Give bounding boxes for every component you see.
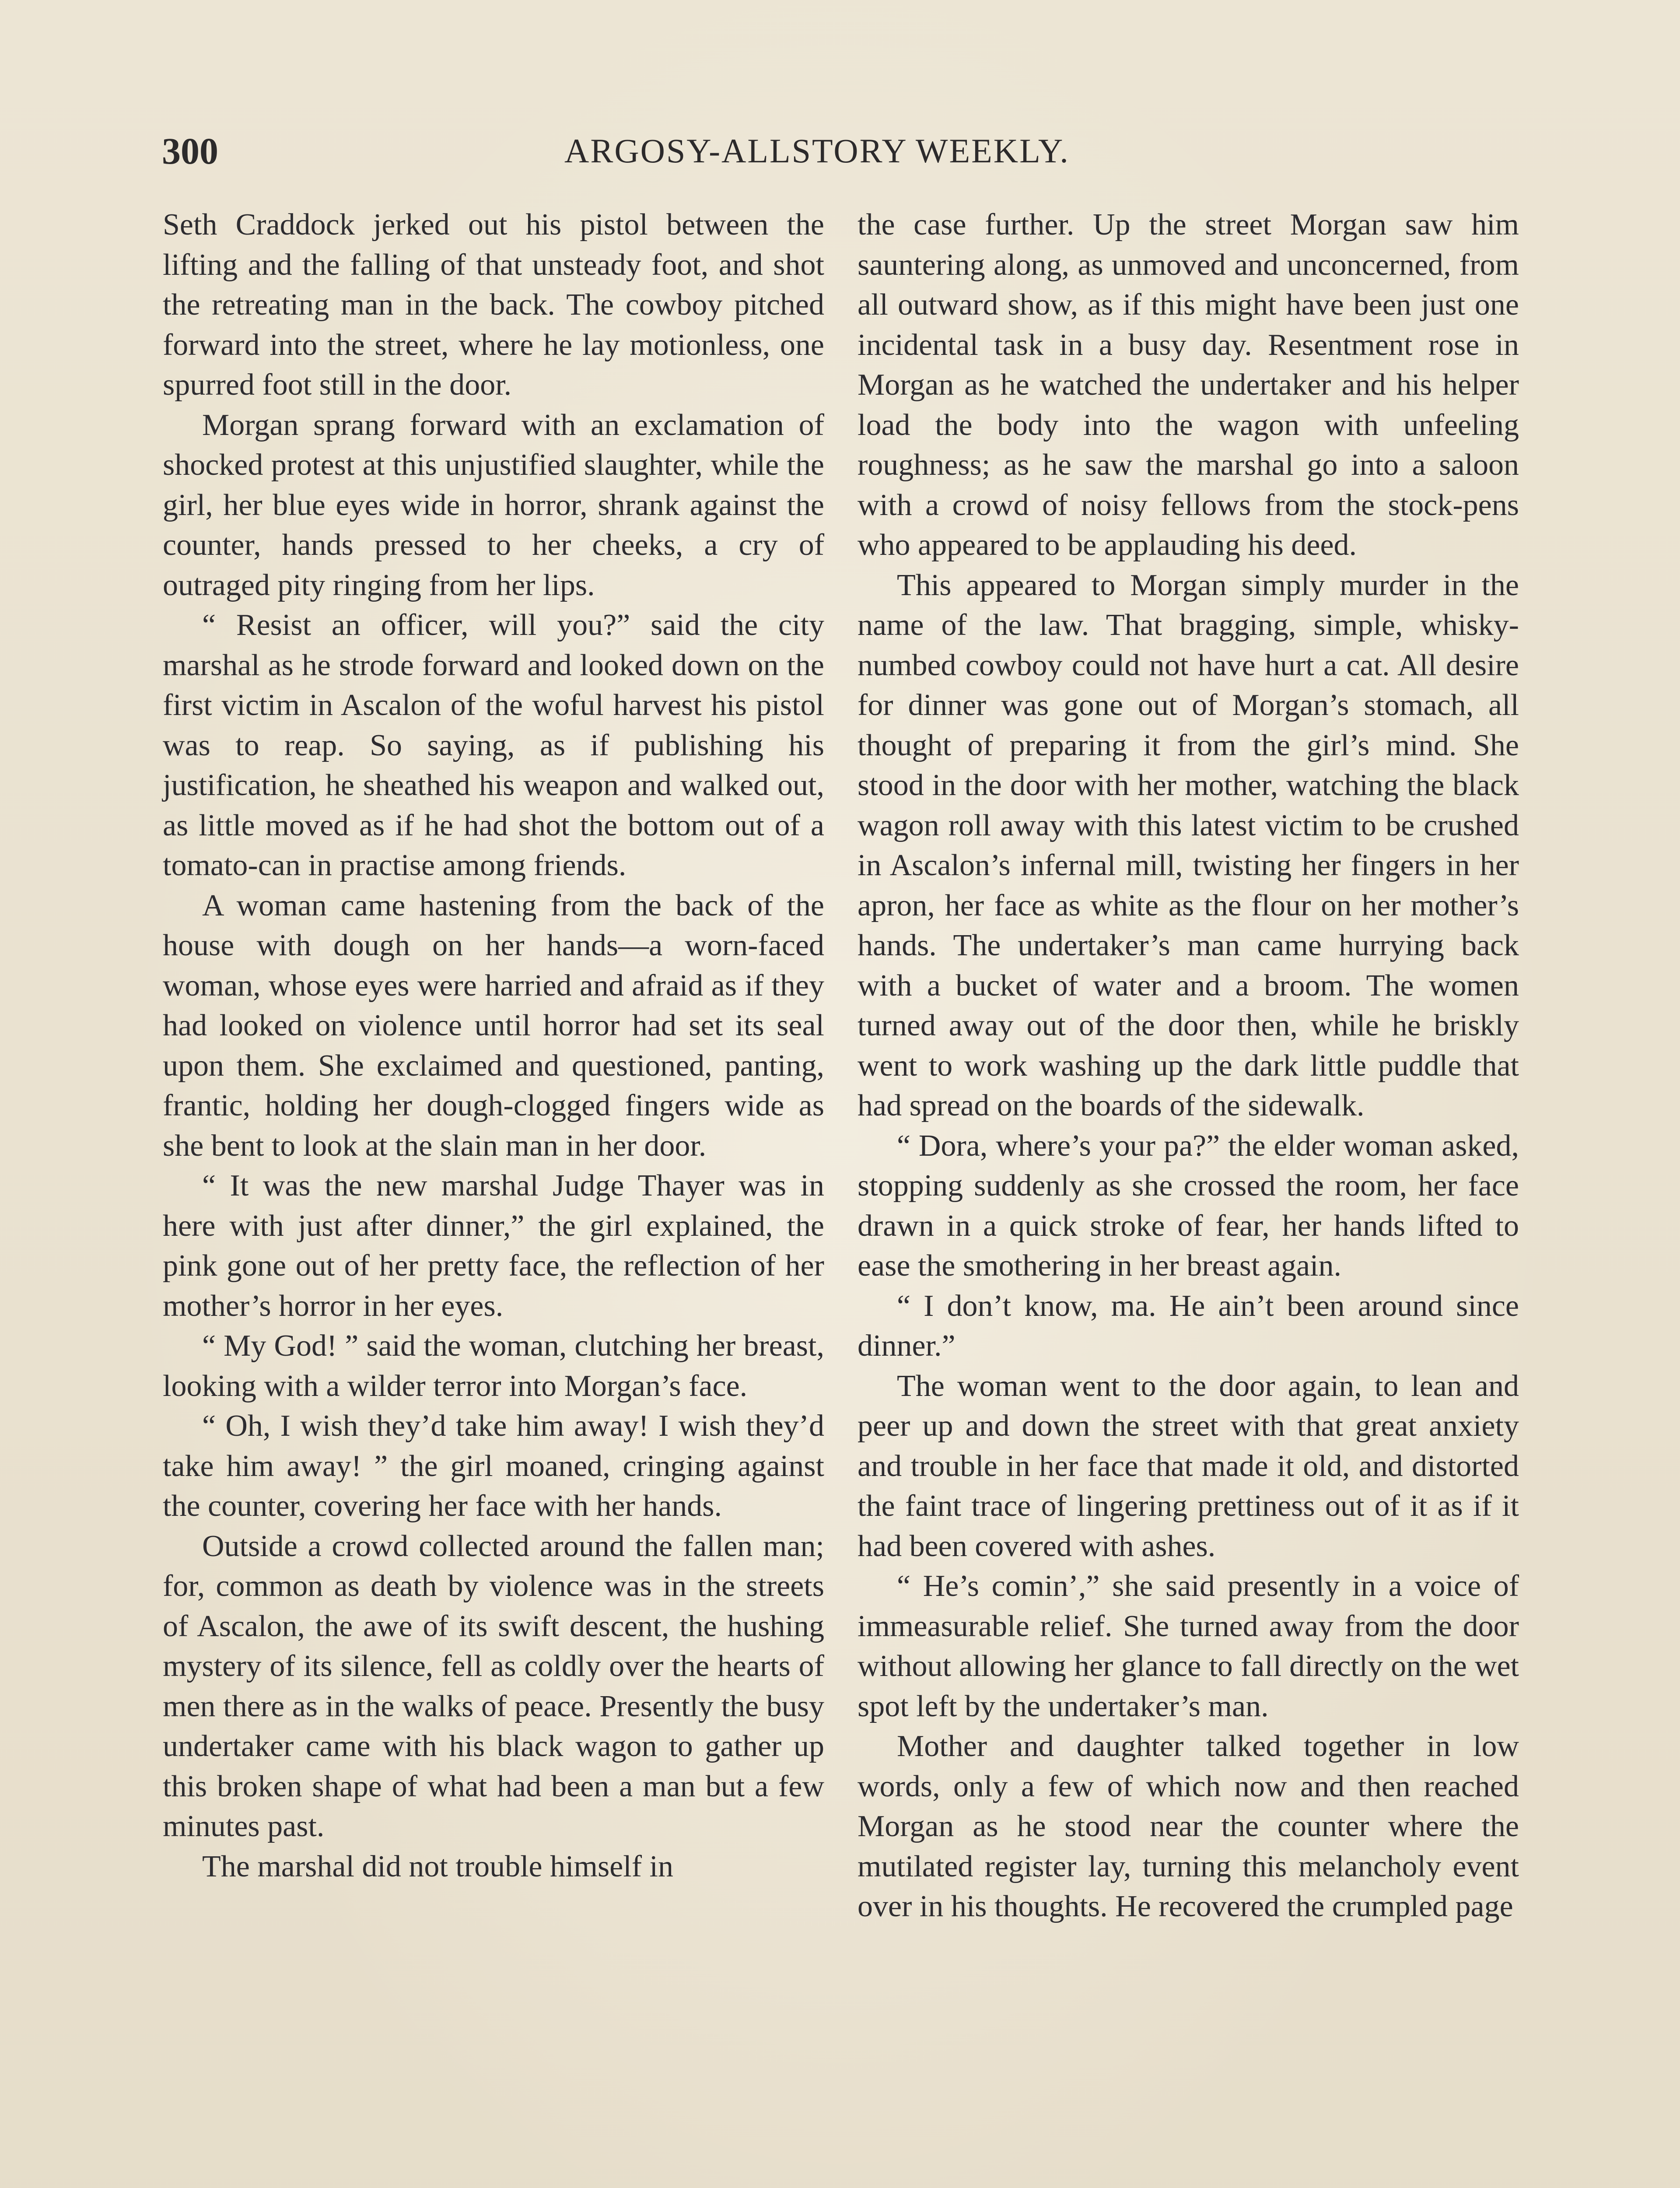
paragraph: The woman went to the door again, to lean and peer up and down the street with that great anxiety and trouble in her face that made it old, and distorted the faint trace of lingering prettiness out of it as if it had been covered with ashes.	[858, 1369, 1519, 1563]
paragraph: This appeared to Morgan simply murder in the name of the law. That bragging, simple, whisky-numbed cowboy could not have hurt a cat. All desire for dinner was gone out of Morgan’s stomach, all thought of preparing it from the girl’s mind. She stood in the door with her mother, watching the black wagon roll away with this latest victim to be crushed in Ascalon’s infernal mill, twisting her fingers in her apron, her face as white as the flour on her mother’s hands. The undertaker’s man came hurrying back with a bucket of water and a broom. The women turned away out of the door then, while he briskly went to work washing up the dark little puddle that had spread on the boards of the sidewalk.	[858, 568, 1519, 1122]
paragraph: “ He’s comin’,” she said presently in a voice of immeasurable relief. She turned away from the door without allowing her glance to fall directly on the wet spot left by the undertaker’s man.	[858, 1569, 1519, 1723]
running-title: ARGOSY-ALLSTORY WEEKLY.	[564, 132, 1070, 170]
paragraph: the case further. Up the street Morgan saw him sauntering along, as unmoved and unconcerned, from all outward show, as if this might have been just one incidental task in a busy day. Resentment rose in Morgan as he watched the undertaker and his helper load the body into the wagon with unfeeling roughness; as he saw the marshal go into a saloon with a crowd of noisy fellows from the stock-pens who appeared to be applauding his deed.	[858, 208, 1519, 562]
page-number: 300	[162, 130, 218, 172]
paragraph: “ Dora, where’s your pa?” the elder woman asked, stopping suddenly as she crossed the room, her face drawn in a quick stroke of fear, her hands lifted to ease the smothering in her breast again.	[858, 1129, 1519, 1283]
paragraph: “ It was the new marshal Judge Thayer was in here with just after dinner,” the girl explained, the pink gone out of her pretty face, the reflection of her mother’s horror in her eyes.	[163, 1169, 824, 1323]
paragraph: A woman came hastening from the back of the house with dough on her hands—a worn-faced woman, whose eyes were harried and afraid as if they had looked on violence until horror had set its seal upon them. She exclaimed and questioned, panting, frantic, holding her dough-clogged fingers wide as she bent to look at the slain man in her door.	[163, 888, 824, 1163]
paragraph: Mother and daughter talked together in low words, only a few of which now and then reached Morgan as he stood near the counter where the mutilated register lay, turning this melancholy event over in his thoughts. He recovered the crumpled page	[858, 1729, 1519, 1923]
paragraph: “ My God! ” said the woman, clutching her breast, looking with a wilder terror into Morgan’s face.	[163, 1329, 824, 1403]
paragraph: Outside a crowd collected around the fallen man; for, common as death by violence was in the streets of Ascalon, the awe of its swift descent, the hushing mystery of its silence, fell as coldly over the hearts of men there as in the walks of peace. Presently the busy undertaker came with his black wagon to gather up this broken shape of what had been a man but a few minutes past.	[163, 1529, 824, 1843]
right-column	[858, 205, 1519, 1927]
paragraph: Seth Craddock jerked out his pistol between the lifting and the falling of that unsteady foot, and shot the retreating man in the back. The cowboy pitched forward into the street, where he lay motionless, one spurred foot still in the door.	[163, 208, 824, 402]
paragraph: “ I don’t know, ma. He ain’t been around since dinner.”	[858, 1289, 1519, 1363]
paragraph: “ Resist an officer, will you?” said the city marshal as he strode forward and looked down on the first victim in Ascalon of the woful harvest his pistol was to reap. So saying, as if publishing his justification, he sheathed his weapon and walked out, as little moved as if he had shot the bottom out of a tomato-can in practise among friends.	[163, 608, 824, 882]
paragraph: “ Oh, I wish they’d take him away! I wish they’d take him away! ” the girl moaned, cringing against the counter, covering her face with her hands.	[163, 1409, 824, 1523]
paragraph: Morgan sprang forward with an exclamation of shocked protest at this unjustified slaughter, while the girl, her blue eyes wide in horror, shrank against the counter, hands pressed to her cheeks, a cry of outraged pity ringing from her lips.	[163, 408, 824, 602]
paragraph: The marshal did not trouble himself in	[202, 1849, 674, 1883]
left-column	[163, 205, 824, 1886]
page-header	[162, 127, 1518, 175]
